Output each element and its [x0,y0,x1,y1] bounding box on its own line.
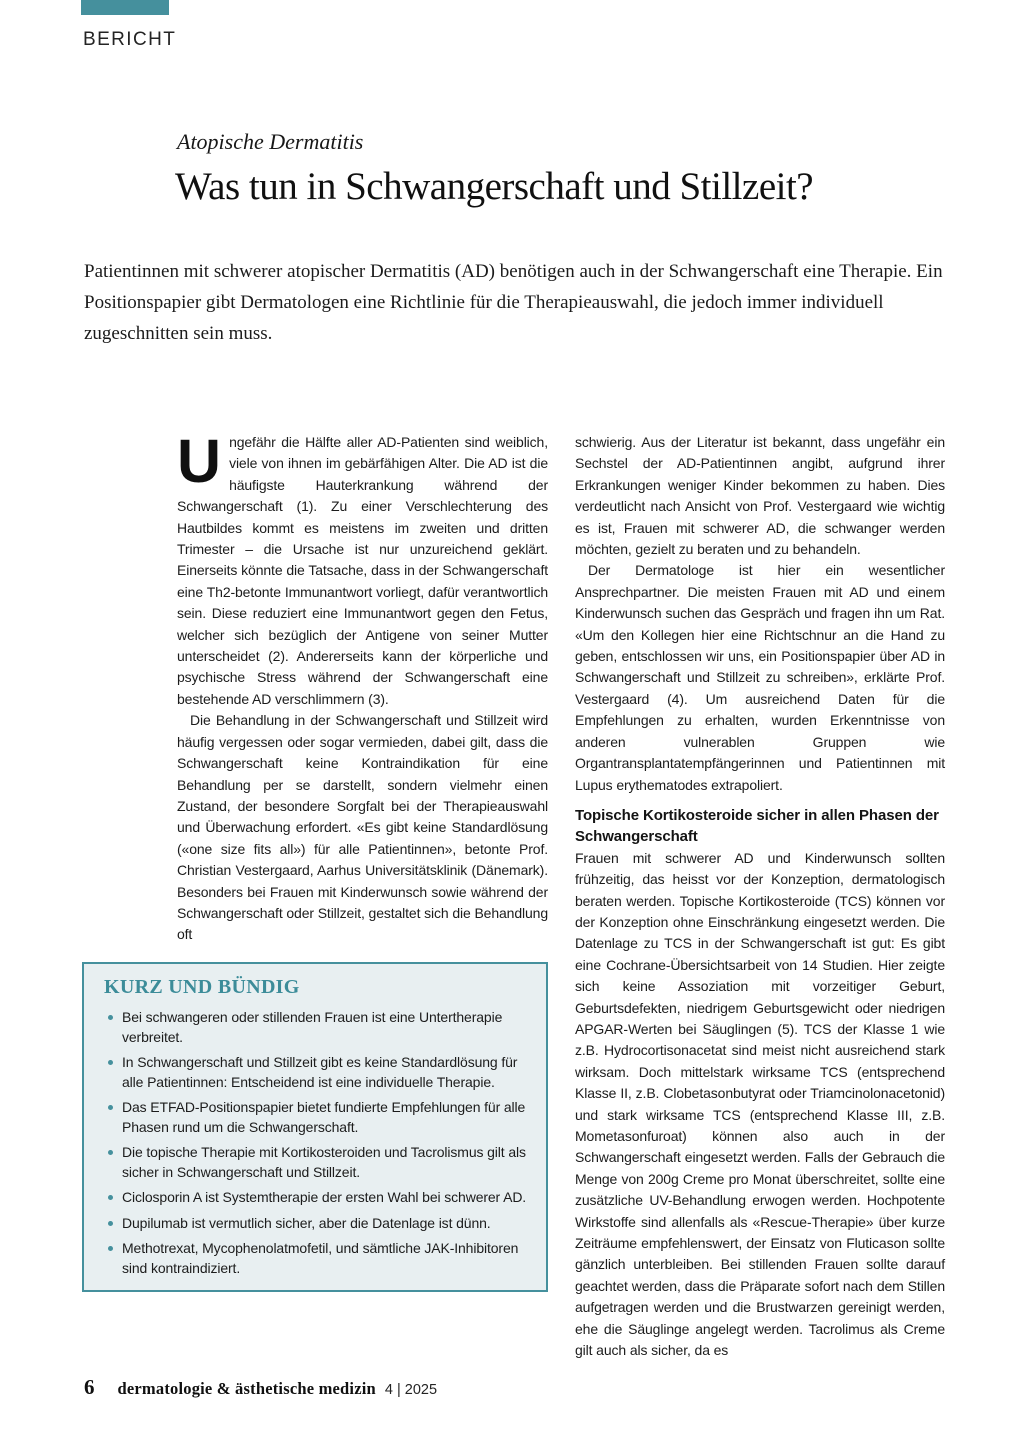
body-paragraph: Frauen mit schwerer AD und Kinderwunsch sollten frühzeitig, das heisst vor der Konzeption, dermatologisch beraten werden. Topische Kortikosteroide (TCS) können vor der Konzeption ohne Einschränkung eingesetzt werden. Die Datenlage zu TCS in der Schwangerschaft ist gut: Es gibt eine Cochrane-Übersichtsarbeit von 14 Studien. Hier zeigte sich keine Assoziation mit vorzeitiger Geburt, Geburtsdefekten, niedrigem Geburtsgewicht oder niedrigen APGAR-Werten bei Säuglingen (5). TCS der Klasse 1 wie z.B. Hydrocortisonacetat sind meist nicht ausreichend stark wirksam. Doch mittelstark wirksame TCS (entsprechend Klasse II, z.B. Clobetasonbutyrat oder Triamcinolonacetonid) und stark wirksame TCS (entsprechend Klasse III, z.B. Mometasonfuroat) können also auch in der Schwangerschaft eingesetzt werden. Falls der Gebrauch die Menge von 200g Creme pro Monat überschreitet, sollte eine zusätzliche UV-Behandlung erwogen werden. Hochpotente Wirkstoffe sind allenfalls als «Rescue-Therapie» über kurze Zeiträume empfehlenswert, der Einsatz von Fluticason sollte gänzlich unterbleiben. Bei stillenden Frauen sollte darauf geachtet werden, dass die Präparate sofort nach dem Stillen aufgetragen werden und die Brustwarzen gereinigt werden, ehe die Säuglinge angelegt werden. Tacrolimus als Creme gilt auch als sicher, da es [575,849,945,1359]
summary-box [82,962,548,1292]
list-item-text: In Schwangerschaft und Stillzeit gibt es keine Standardlösung für alle Patientinnen: Entscheidend ist eine individuelle Therapie. [122,1054,518,1090]
list-item [104,1008,528,1047]
body-paragraph: Die Behandlung in der Schwangerschaft und Stillzeit wird häufig vergessen oder sogar vermieden, dabei gilt, dass die Schwangerschaft keine Kontraindikation für eine Behandlung per se darstellt, sondern vielmehr einen Zustand, der besondere Sorgfalt bei der Therapieauswahl und Überwachung erfordert. «Es gibt keine Standardlösung («one size fits all») für alle Patientinnen», betonte Prof. Christian Vestergaard, Aarhus Universitätsklinik (Dänemark). Besonders bei Frauen mit Kinderwunsch sowie während der Schwangerschaft oder Stillzeit, gestaltet sich die Behandlung oft [177,712,548,943]
body-column-right [575,432,945,1361]
list-item-text: Bei schwangeren oder stillenden Frauen ist eine Untertherapie verbreitet. [122,1009,503,1045]
list-item-text: Die topische Therapie mit Kortikosteroiden und Tacrolismus gilt als sicher in Schwangerschaft und Stillzeit. [122,1144,526,1180]
body-paragraph: Der Dermatologe ist hier ein wesentlicher Ansprechpartner. Die meisten Frauen mit AD und einem Kinderwunsch suchen das Gespräch und fragen ihn um Rat. «Um den Kollegen hier eine Richtschnur an die Hand zu geben, entschlossen wir uns, ein Positionspapier über AD in Schwangerschaft und Stillzeit zu schreiben», erklärte Prof. Vestergaard (4). Um ausreichend Daten für die Empfehlungen zu erhalten, wurden Erkenntnisse von anderen vulnerablen Gruppen wie Organtransplantatempfängerinnen und Patientinnen mit Lupus erythematodes extrapoliert. [575,562,945,793]
list-item-text: Ciclosporin A ist Systemtherapie der ersten Wahl bei schwerer AD. [122,1189,527,1205]
list-item-text: Methotrexat, Mycophenolatmofetil, und sämtliche JAK-Inhibitoren sind kontraindiziert. [122,1240,519,1276]
body-paragraph: schwierig. Aus der Literatur ist bekannt, dass ungefähr ein Sechstel der AD-Patientinnen angibt, aufgrund ihrer Erkrankungen weniger Kinder bekommen zu haben. Dies verdeutlicht nach Ansicht von Prof. Vestergaard wie wichtig es ist, Frauen mit schwerer AD, die schwanger werden möchten, gezielt zu beraten und zu behandeln. [575,434,945,558]
lead-paragraph: Patientinnen mit schwerer atopischer Dermatitis (AD) benötigen auch in der Schwangerschaft eine Therapie. Ein Positionspapier gibt Dermatologen eine Richtlinie für die Therapieauswahl, die jedoch immer individuell zugeschnitten sein muss. [84,261,943,344]
bullet-icon [108,1195,113,1200]
bullet-icon [108,1221,113,1226]
summary-box-title: KURZ UND BÜNDIG [104,976,300,998]
issue-label: 4 | 2025 [384,1382,438,1398]
list-item [104,1239,528,1278]
article-category: Atopische Dermatitis [177,129,364,154]
paragraph-text: ngefähr die Hälfte aller AD-Patienten sind weiblich, viele von ihnen im gebärfähigen Alter. Die AD ist die häufigste Hauterkrankung während der Schwangerschaft (1). Zu einer Verschlechterung des Hautbildes kommt es meistens im zweiten und dritten Trimester – die Ursache ist nur unzureichend geklärt. Einerseits könnte die Tatsache, dass in der Schwangerschaft eine Th2-betonte Immunantwort vorliegt, dafür verantwortlich sein. Diese reduziert eine Immunantwort gegen den Fetus, welcher sich bezüglich der Antigene von seiner Mutter unterscheidet (2). Andererseits kann der körperliche und psychische Stress während der Schwangerschaft eine bestehende AD verschlimmern (3). [177,434,548,707]
journal-name: dermatologie & ästhetische medizin [117,1379,376,1398]
section-subheading: Topische Kortikosteroide sicher in allen Phasen der Schwangerschaft [575,806,939,846]
bullet-icon [108,1150,113,1155]
list-item [104,1188,528,1208]
drop-cap: U [177,427,222,495]
list-item [104,1098,528,1137]
bullet-icon [108,1060,113,1065]
list-item [104,1053,528,1092]
body-column-left [177,427,548,946]
page-number: 6 [84,1375,95,1399]
summary-list [104,1008,528,1278]
section-kicker: BERICHT [83,29,177,50]
page-title: Was tun in Schwangerschaft und Stillzeit? [175,165,814,208]
body-paragraph [177,427,548,710]
list-item-text: Dupilumab ist vermutlich sicher, aber die Datenlage ist dünn. [122,1214,491,1231]
list-item [104,1214,528,1234]
page-footer [84,1375,437,1400]
bullet-icon [108,1105,113,1110]
accent-bar [81,0,169,15]
list-item [104,1143,528,1182]
bullet-icon [108,1015,113,1020]
list-item-text: Das ETFAD-Positionspapier bietet fundierte Empfehlungen für alle Phasen rund um die Schwangerschaft. [122,1099,526,1135]
bullet-icon [108,1246,113,1251]
